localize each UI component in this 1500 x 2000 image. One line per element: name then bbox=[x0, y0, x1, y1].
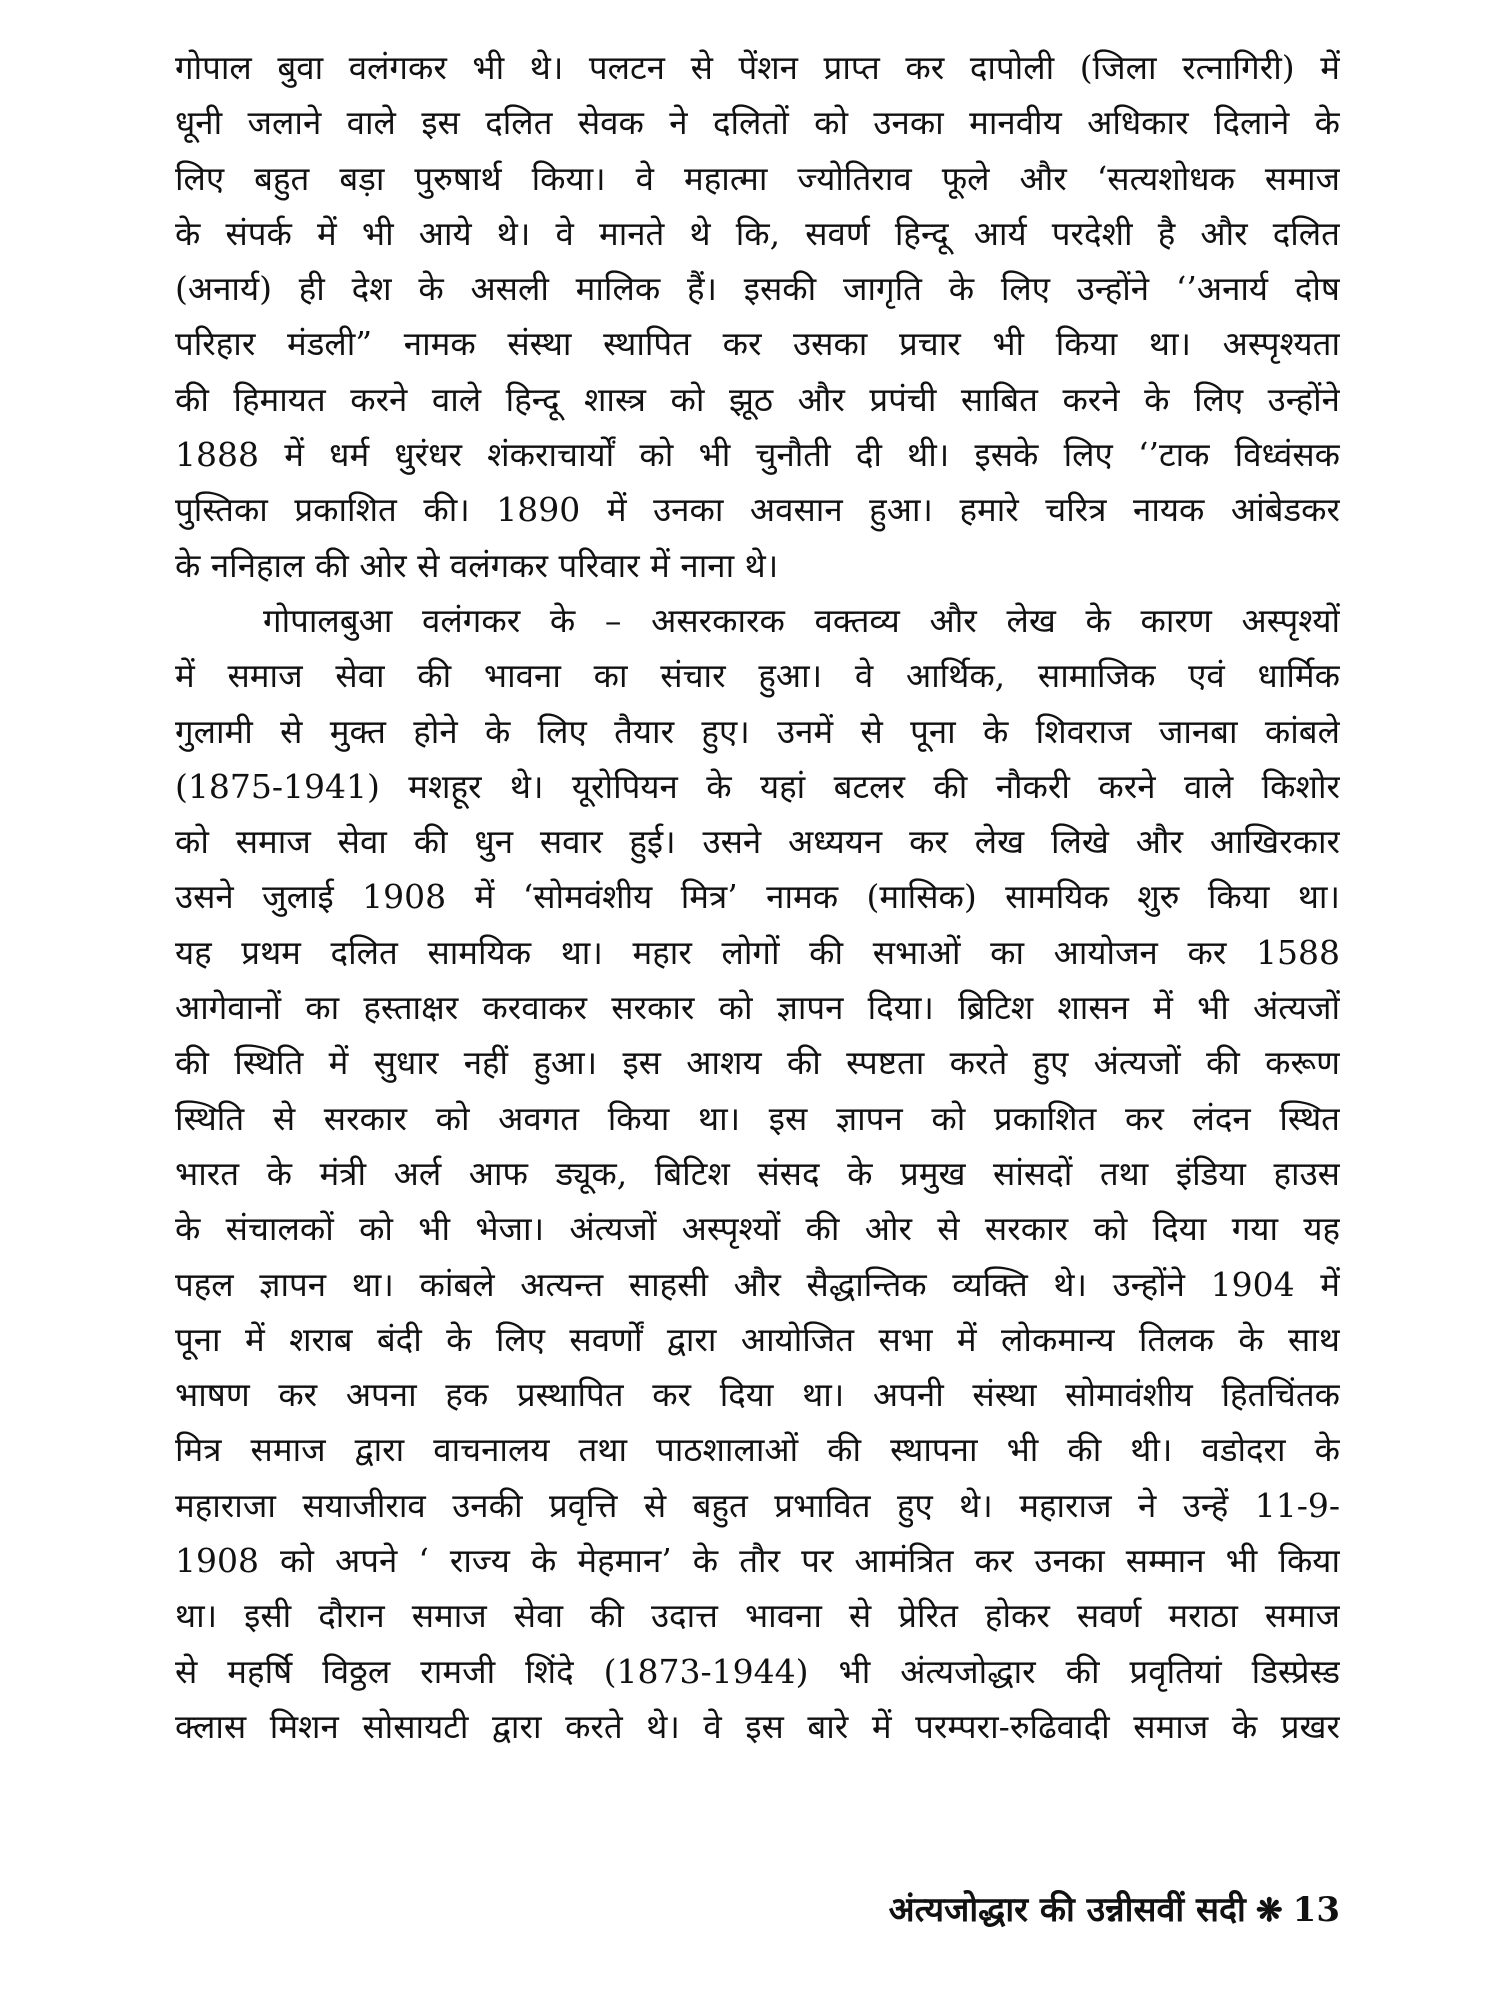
text-line: में समाज सेवा की भावना का संचार हुआ। वे आर्थिक, सामाजिक एवं धार्मिक bbox=[175, 656, 1340, 696]
text-line: गुलामी से मुक्त होने के लिए तैयार हुए। उनमें से पूना के शिवराज जानबा कांबले bbox=[175, 711, 1340, 751]
text-line: से महर्षि विठ्ठल रामजी शिंदे (1873-1944) भी अंत्यजोद्धार की प्रवृतियां डिस्प्रेस्ड bbox=[175, 1651, 1340, 1691]
text-line: 1888 में धर्म धुरंधर शंकराचार्यों को भी चुनौती दी थी। इसके लिए ‘’टाक विध्वंसक bbox=[175, 435, 1340, 475]
text-line: धूनी जलाने वाले इस दलित सेवक ने दलितों को उनका मानवीय अधिकार दिलाने के bbox=[175, 103, 1340, 143]
text-line: स्थिति से सरकार को अवगत किया था। इस ज्ञापन को प्रकाशित कर लंदन स्थित bbox=[175, 1098, 1340, 1138]
text-line: पुस्तिका प्रकाशित की। 1890 में उनका अवसान हुआ। हमारे चरित्र नायक आंबेडकर bbox=[175, 490, 1340, 530]
text-line: 1908 को अपने ‘ राज्य के मेहमान’ के तौर पर आमंत्रित कर उनका सम्मान भी किया bbox=[175, 1541, 1340, 1581]
text-line: उसने जुलाई 1908 में ‘सोमवंशीय मित्र’ नामक (मासिक) सामयिक शुरु किया था। bbox=[175, 877, 1340, 917]
paragraph-2 bbox=[175, 593, 1340, 1754]
text-line: था। इसी दौरान समाज सेवा की उदात्त भावना से प्रेरित होकर सवर्ण मराठा समाज bbox=[175, 1596, 1340, 1636]
paragraph-1 bbox=[175, 40, 1340, 593]
text-line: यह प्रथम दलित सामयिक था। महार लोगों की सभाओं का आयोजन कर 1588 bbox=[175, 932, 1340, 972]
text-line: की हिमायत करने वाले हिन्दू शास्त्र को झूठ और प्रपंची साबित करने के लिए उन्होंने bbox=[175, 379, 1340, 419]
text-line: भाषण कर अपना हक प्रस्थापित कर दिया था। अपनी संस्था सोमावंशीय हितचिंतक bbox=[175, 1375, 1340, 1415]
text-line: परिहार मंडली” नामक संस्था स्थापित कर उसका प्रचार भी किया था। अस्पृश्यता bbox=[175, 324, 1340, 364]
text-line: भारत के मंत्री अर्ल आफ ड्यूक, बिटिश संसद के प्रमुख सांसदों तथा इंडिया हाउस bbox=[175, 1153, 1340, 1193]
body-text bbox=[175, 40, 1340, 1754]
text-line: महाराजा सयाजीराव उनकी प्रवृत्ति से बहुत प्रभावित हुए थे। महाराज ने उन्हें 11-9- bbox=[175, 1485, 1340, 1525]
text-line: गोपाल बुवा वलंगकर भी थे। पलटन से पेंशन प्राप्त कर दापोली (जिला रत्नागिरी) में bbox=[175, 48, 1340, 87]
text-line: पहल ज्ञापन था। कांबले अत्यन्त साहसी और सैद्धान्तिक व्यक्ति थे। उन्होंने 1904 में bbox=[175, 1264, 1340, 1304]
chapter-title: अंत्यजोद्धार की उन्नीसवीं सदी bbox=[888, 1890, 1246, 1930]
page-number: 13 bbox=[1292, 1890, 1340, 1930]
text-line: को समाज सेवा की धुन सवार हुई। उसने अध्ययन कर लेख लिखे और आखिरकार bbox=[175, 822, 1340, 862]
text-line: के संचालकों को भी भेजा। अंत्यजों अस्पृश्यों की ओर से सरकार को दिया गया यह bbox=[175, 1209, 1340, 1249]
text-line: आगेवानों का हस्ताक्षर करवाकर सरकार को ज्ञापन दिया। ब्रिटिश शासन में भी अंत्यजों bbox=[175, 988, 1340, 1028]
text-line: (1875-1941) मशहूर थे। यूरोपियन के यहां बटलर की नौकरी करने वाले किशोर bbox=[175, 766, 1340, 806]
flower-separator-icon: ❋ bbox=[1255, 1891, 1283, 1929]
text-line: गोपालबुआ वलंगकर के – असरकारक वक्तव्य और लेख के कारण अस्पृश्यों bbox=[263, 600, 1340, 640]
text-line: के ननिहाल की ओर से वलंगकर परिवार में नाना थे। bbox=[175, 545, 779, 585]
text-line: की स्थिति में सुधार नहीं हुआ। इस आशय की स्पष्टता करते हुए अंत्यजों की करूण bbox=[175, 1043, 1340, 1083]
text-line: क्लास मिशन सोसायटी द्वारा करते थे। वे इस बारे में परम्परा-रुढिवादी समाज के प्रखर bbox=[175, 1706, 1340, 1746]
text-line: पूना में शराब बंदी के लिए सवर्णों द्वारा आयोजित सभा में लोकमान्य तिलक के साथ bbox=[175, 1319, 1340, 1359]
text-line: के संपर्क में भी आये थे। वे मानते थे कि, सवर्ण हिन्दू आर्य परदेशी है और दलित bbox=[175, 213, 1340, 253]
text-line: मित्र समाज द्वारा वाचनालय तथा पाठशालाओं की स्थापना भी की थी। वडोदरा के bbox=[175, 1430, 1340, 1470]
text-line: (अनार्य) ही देश के असली मालिक हैं। इसकी जागृति के लिए उन्होंने ‘’अनार्य दोष bbox=[175, 269, 1340, 309]
text-line: लिए बहुत बड़ा पुरुषार्थ किया। वे महात्मा ज्योतिराव फूले और ‘सत्यशोधक समाज bbox=[175, 158, 1340, 198]
running-footer bbox=[889, 1885, 1340, 1931]
